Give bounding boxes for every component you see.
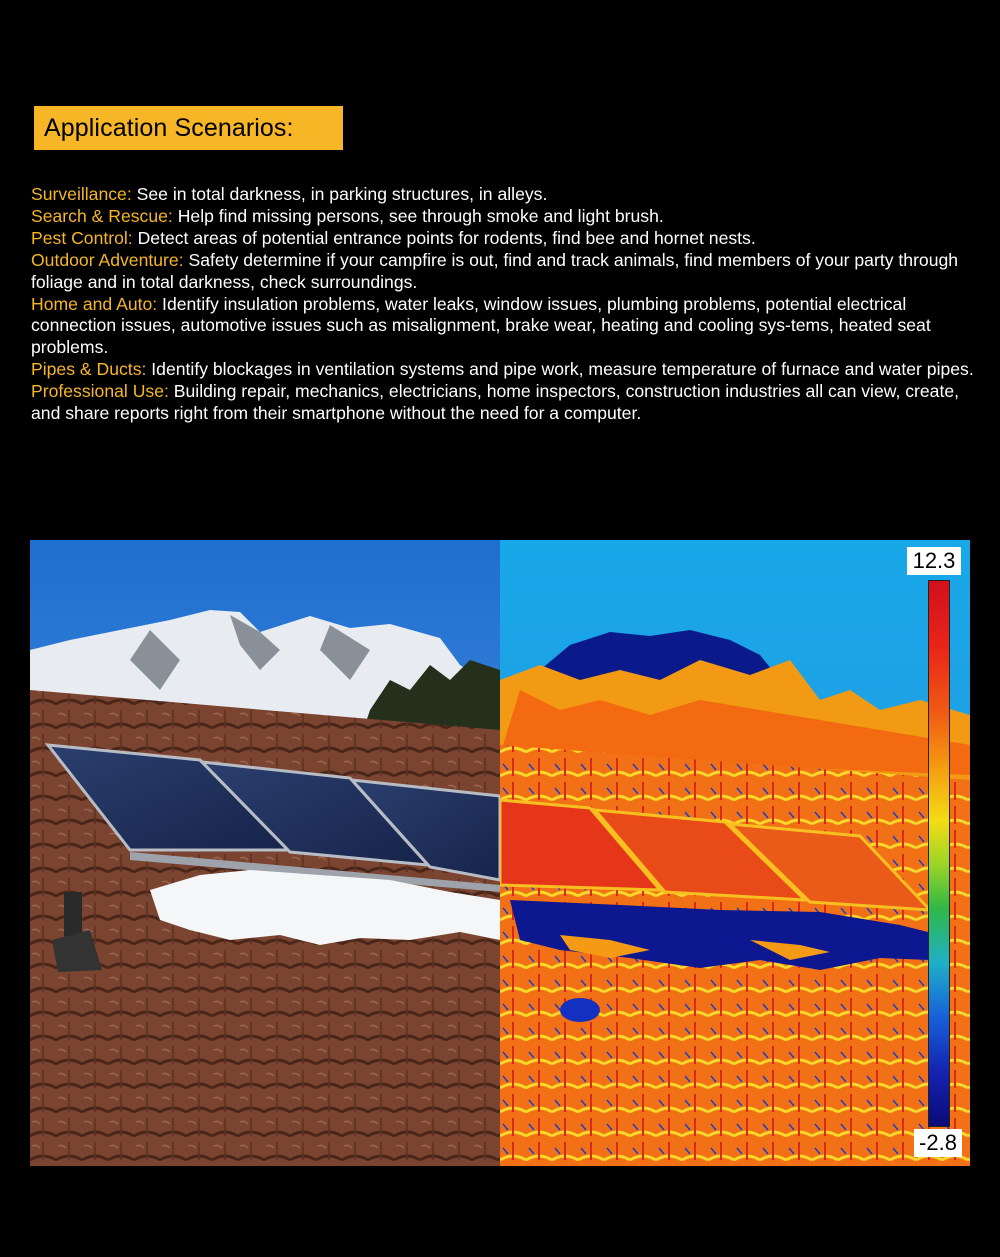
scenario-text: Identify insulation problems, water leaks, window issues, plumbing problems, potential electrical connection issues, automotive issues such as misalignment, brake wear, heating and cooling sys-tems, heated seat problems.	[31, 293, 931, 358]
roof-photo	[30, 540, 500, 1166]
scenario-title: Home and Auto:	[31, 293, 158, 314]
scenario-text: Help find missing persons, see through smoke and light brush.	[172, 205, 664, 226]
scale-min-label: -2.8	[914, 1129, 962, 1157]
scenario-list	[31, 184, 976, 425]
scenario-text: See in total darkness, in parking structures, in alleys.	[131, 184, 548, 204]
scenario-pipes-ducts	[31, 359, 976, 381]
scale-max-label: 12.3	[907, 547, 961, 575]
section-heading: Application Scenarios:	[44, 113, 294, 142]
scenario-professional-use	[31, 381, 976, 425]
scenario-pest-control	[31, 228, 976, 250]
scenario-title: Surveillance:	[31, 184, 132, 204]
scenario-surveillance	[31, 184, 976, 206]
scenario-text: Safety determine if your campfire is out, find and track animals, find members of your party through foliage and in total darkness, check surroundings.	[31, 249, 959, 292]
temperature-scale-bar	[928, 580, 950, 1127]
scenario-title: Pipes & Ducts:	[31, 359, 147, 380]
scenario-text: Identify blockages in ventilation systems and pipe work, measure temperature of furnace and water pipes.	[146, 359, 974, 380]
scenario-outdoor-adventure	[31, 250, 976, 294]
section-heading-box	[34, 106, 343, 150]
scenario-title: Outdoor Adventure:	[31, 249, 184, 270]
scenario-text: Building repair, mechanics, electricians, home inspectors, construction industries all can view, create, and share reports right from their smartphone without the need for a computer.	[31, 381, 960, 424]
scenario-title: Professional Use:	[31, 381, 169, 402]
scenario-title: Pest Control:	[31, 227, 133, 248]
scenario-title: Search & Rescue:	[31, 205, 173, 226]
scenario-home-auto	[31, 294, 976, 360]
scenario-search-rescue	[31, 206, 976, 228]
thermal-image	[500, 540, 970, 1166]
scenario-text: Detect areas of potential entrance points for rodents, find bee and hornet nests.	[132, 227, 756, 248]
